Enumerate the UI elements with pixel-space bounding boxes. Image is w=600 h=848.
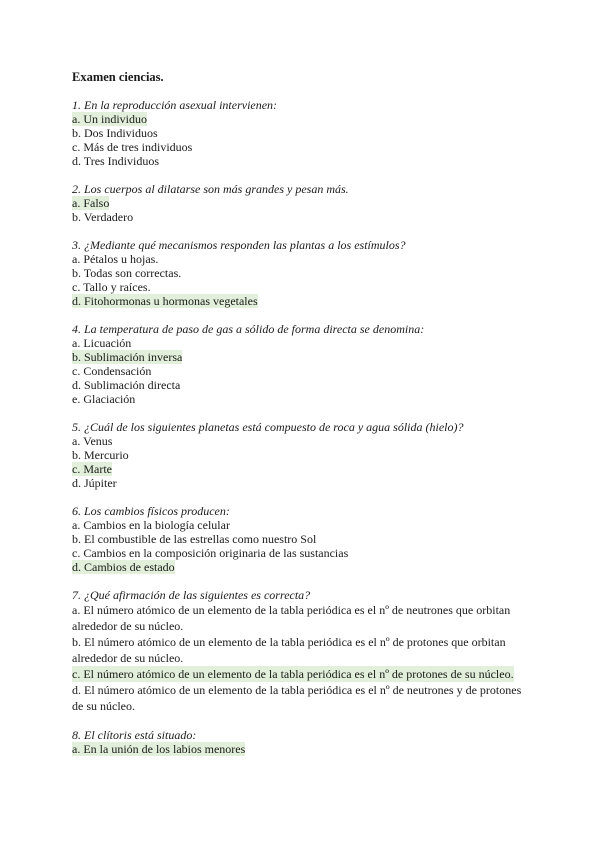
answer-option: b. El número atómico de un elemento de la tabla periódica es el nº de protones que orbitan alrededor de su núcleo. bbox=[72, 635, 506, 665]
question-text: 2. Los cuerpos al dilatarse son más grandes y pesan más. bbox=[72, 182, 349, 196]
question-5 bbox=[72, 420, 550, 490]
answer-option: a. Cambios en la biología celular bbox=[72, 518, 230, 532]
answer-option-correct: a. Un individuo bbox=[72, 112, 147, 126]
answer-option: b. Mercurio bbox=[72, 448, 129, 462]
answer-option-correct: b. Sublimación inversa bbox=[72, 350, 183, 364]
question-text: 4. La temperatura de paso de gas a sólido de forma directa se denomina: bbox=[72, 322, 425, 336]
question-3 bbox=[72, 238, 550, 308]
answer-option-correct: d. Cambios de estado bbox=[72, 560, 175, 574]
answer-option: d. Tres Individuos bbox=[72, 154, 160, 168]
answer-option: b. Dos Individuos bbox=[72, 126, 158, 140]
answer-option-correct: d. Fitohormonas u hormonas vegetales bbox=[72, 294, 258, 308]
question-text: 8. El clítoris está situado: bbox=[72, 728, 197, 742]
answer-option: e. Glaciación bbox=[72, 392, 136, 406]
question-2 bbox=[72, 182, 550, 224]
question-text: 6. Los cambios físicos producen: bbox=[72, 504, 230, 518]
question-text: 1. En la reproducción asexual intervienen: bbox=[72, 98, 278, 112]
question-text: 3. ¿Mediante qué mecanismos responden las plantas a los estímulos? bbox=[72, 238, 406, 252]
answer-option: b. El combustible de las estrellas como nuestro Sol bbox=[72, 532, 317, 546]
page-title: Examen ciencias. bbox=[72, 70, 164, 84]
answer-option-correct: c. Marte bbox=[72, 462, 112, 476]
question-8 bbox=[72, 728, 550, 756]
question-6 bbox=[72, 504, 550, 574]
answer-option: b. Todas son correctas. bbox=[72, 266, 182, 280]
question-1 bbox=[72, 98, 550, 168]
question-text: 7. ¿Qué afirmación de las siguientes es correcta? bbox=[72, 588, 311, 602]
answer-option: a. El número atómico de un elemento de la tabla periódica es el nº de neutrones que orbitan alrededor de su núcleo. bbox=[72, 603, 511, 633]
answer-option: c. Condensación bbox=[72, 364, 152, 378]
answer-option-correct: c. El número atómico de un elemento de la tabla periódica es el nº de protones de su núcleo. bbox=[72, 667, 514, 681]
answer-option: a. Venus bbox=[72, 434, 113, 448]
question-list bbox=[72, 98, 550, 756]
question-text: 5. ¿Cuál de los siguientes planetas está compuesto de roca y agua sólida (hielo)? bbox=[72, 420, 464, 434]
answer-option-correct: a. Falso bbox=[72, 196, 110, 210]
answer-option: b. Verdadero bbox=[72, 210, 134, 224]
question-7 bbox=[72, 588, 550, 714]
answer-option-correct: a. En la unión de los labios menores bbox=[72, 742, 246, 756]
answer-option: c. Más de tres individuos bbox=[72, 140, 193, 154]
answer-option: d. Sublimación directa bbox=[72, 378, 181, 392]
answer-option: c. Tallo y raíces. bbox=[72, 280, 151, 294]
answer-option: a. Pétalos u hojas. bbox=[72, 252, 159, 266]
answer-option: d. El número atómico de un elemento de la tabla periódica es el nº de neutrones y de protones de su núcleo. bbox=[72, 683, 522, 713]
answer-option: c. Cambios en la composición originaria de las sustancias bbox=[72, 546, 349, 560]
question-4 bbox=[72, 322, 550, 406]
answer-option: a. Licuación bbox=[72, 336, 132, 350]
answer-option: d. Júpiter bbox=[72, 476, 117, 490]
